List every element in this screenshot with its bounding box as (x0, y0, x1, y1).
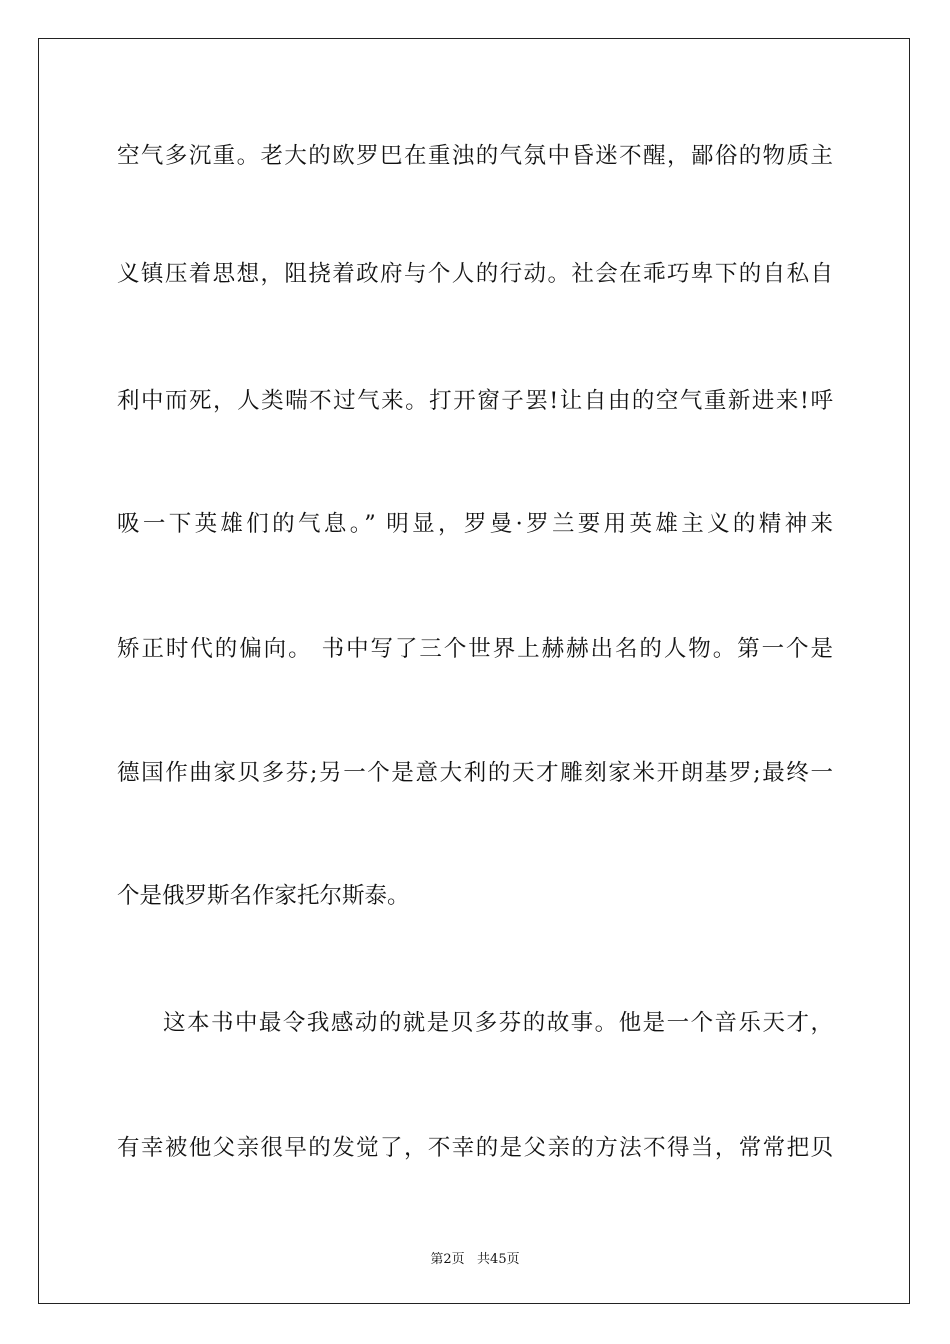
page-number-footer: 第2页 共45页 (430, 1252, 520, 1267)
text-line-6: 德国作曲家贝多芬;另一个是意大利的天才雕刻家米开朗基罗;最终一 (117, 760, 833, 786)
text-line-3: 利中而死，人类喘不过气来。打开窗子罢!让自由的空气重新进来!呼 (117, 388, 833, 414)
text-line-5: 矫正时代的偏向。 书中写了三个世界上赫赫出名的人物。第一个是 (117, 636, 833, 662)
text-line-9: 有幸被他父亲很早的发觉了，不幸的是父亲的方法不得当，常常把贝 (117, 1135, 833, 1161)
text-line-2: 义镇压着思想，阻挠着政府与个人的行动。社会在乖巧卑下的自私自 (117, 261, 833, 287)
text-line-4: 吸一下英雄们的气息。” 明显，罗曼·罗兰要用英雄主义的精神来 (117, 511, 833, 537)
text-line-7: 个是俄罗斯名作家托尔斯泰。 (117, 883, 410, 909)
page-border (38, 38, 910, 1304)
text-line-8: 这本书中最令我感动的就是贝多芬的故事。他是一个音乐天才， (163, 1010, 833, 1036)
text-line-1: 空气多沉重。老大的欧罗巴在重浊的气氛中昏迷不醒，鄙俗的物质主 (117, 143, 833, 169)
